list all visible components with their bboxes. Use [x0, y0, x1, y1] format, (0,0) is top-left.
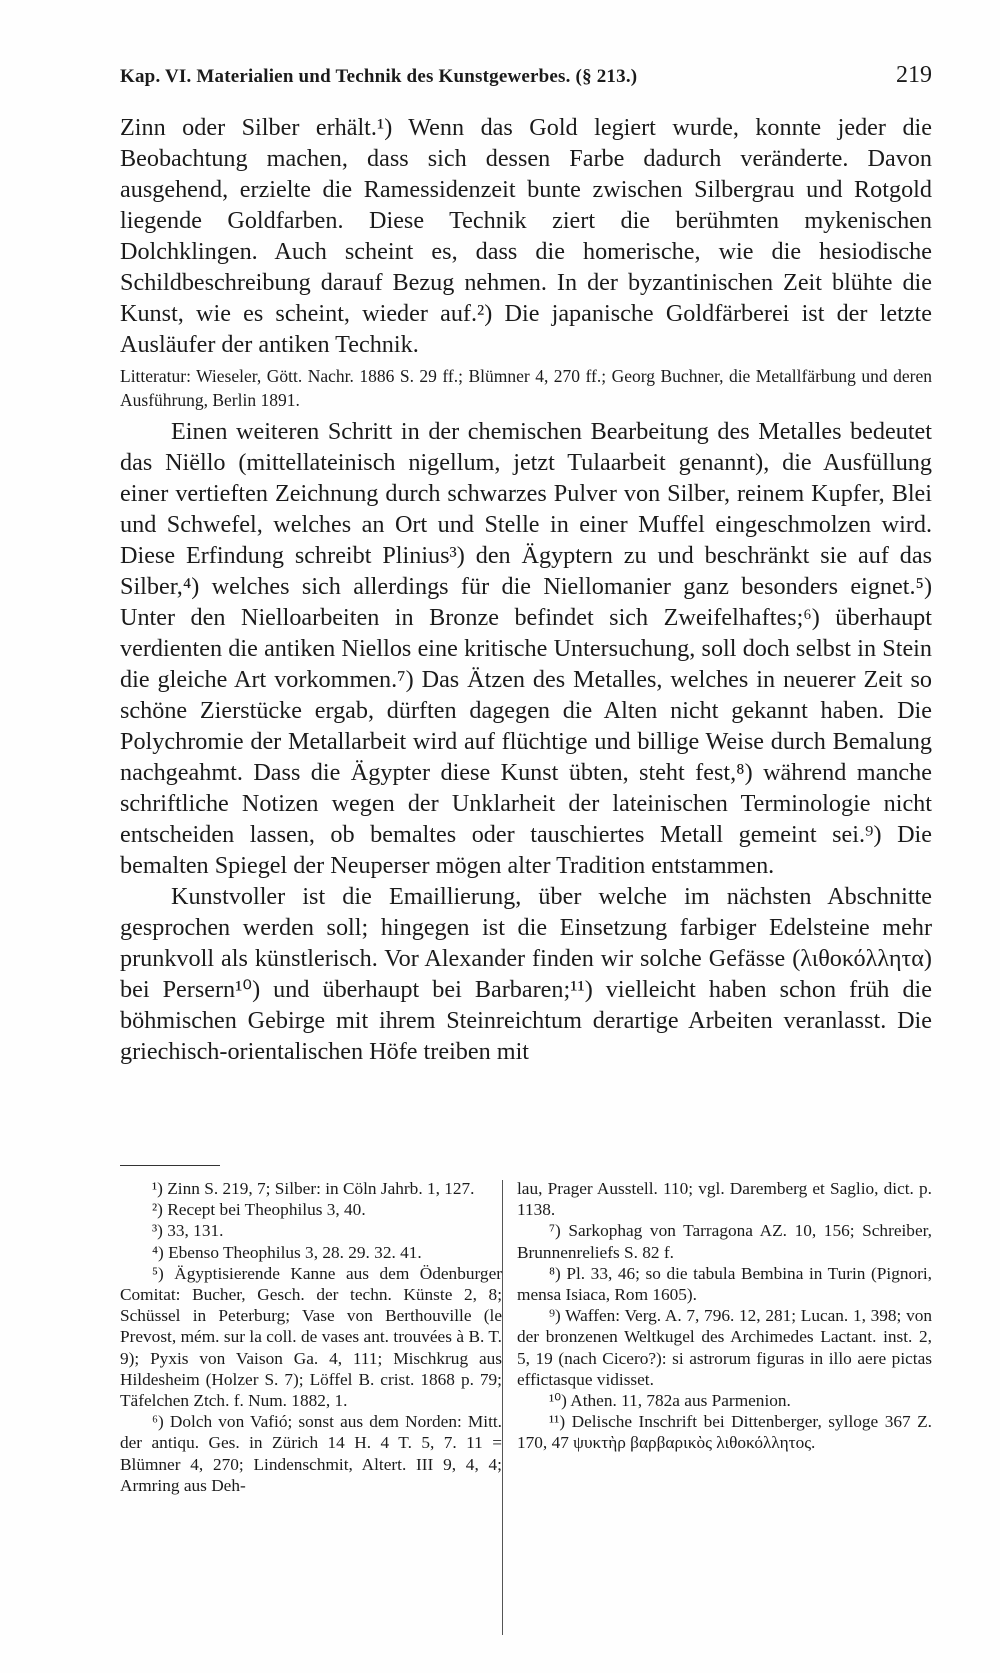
paragraph-3: Kunstvoller ist die Emaillierung, über welche im nächsten Abschnitte gesprochen werden soll; hingegen ist die Einsetzung farbiger Edelsteine mehr prunkvoll als künstlerisch. Vor Alexander finden wir solche Gefässe (λιθοκόλλητα) bei Persern¹⁰) und überhaupt bei Barbaren;¹¹) vielleicht haben schon früh die böhmischen Gebirge mit ihrem Steinreichtum derartige Arbeiten veranlasst. Die griechisch-orientalischen Höfe treiben mit: [120, 883, 932, 1065]
footnotes-left-column: [120, 1178, 502, 1496]
footnote-9: ⁹) Waffen: Verg. A. 7, 796. 12, 281; Lucan. 1, 398; von der bronzenen Weltkugel des Archimedes Lactant. inst. 2, 5, 19 (nach Cicero?): si astrorum figuras in illo aere pictas effictasque vidisset.: [517, 1306, 932, 1389]
footnote-2: ²) Recept bei Theophilus 3, 40.: [152, 1200, 366, 1220]
column-divider: [502, 1180, 503, 1635]
footnote-11: ¹¹) Delische Inschrift bei Dittenberger, sylloge 367 Z. 170, 47 ψυκτὴρ βαρβαρικὸς λιθοκόλλητος.: [517, 1412, 932, 1453]
page-number: 219: [896, 62, 932, 88]
running-title: Kap. VI. Materialien und Technik des Kunstgewerbes. (§ 213.): [120, 66, 638, 87]
paragraph-2: Einen weiteren Schritt in der chemischen Bearbeitung des Metalles bedeutet das Niëllo (mittellateinisch nigellum, jetzt Tulaarbeit genannt), die Ausfüllung einer vertieften Zeichnung durch schwarzes Pulver von Silber, reinem Kupfer, Blei und Schwefel, welches an Ort und Stelle in einer Muffel eingeschmolzen wird. Diese Erfindung schreibt Plinius³) den Ägyptern zu und beschränkt sie auf das Silber,⁴) welches sich allerdings für die Niellomanier ganz besonders eignet.⁵) Unter den Nielloarbeiten in Bronze befindet sich Zweifelhaftes;⁶) überhaupt verdienten die antiken Niellos eine kritische Untersuchung, soll doch selbst in Stein die gleiche Art vorkommen.⁷) Das Ätzen des Metalles, welches in neuerer Zeit so schöne Zierstücke ergab, dürften dagegen die Alten nicht gekannt haben. Die Polychromie der Metallarbeit wird auf flüchtige und billige Weise durch Bemalung nachgeahmt. Dass die Ägypter diese Kunst übten, steht fest,⁸) während manche schriftliche Notizen wegen der Unklarheit der lateinischen Terminologie nicht entscheiden lassen, ob bemaltes oder tauschiertes Metall gemeint sei.⁹) Die bemalten Spiegel der Neuperser mögen alter Tradition entstammen.: [120, 418, 932, 879]
footnote-4: ⁴) Ebenso Theophilus 3, 28. 29. 32. 41.: [152, 1242, 422, 1262]
main-text: [120, 112, 932, 1067]
footnote-10: ¹⁰) Athen. 11, 782a aus Parmenion.: [549, 1391, 791, 1411]
footnote-8: ⁸) Pl. 33, 46; so die tabula Bembina in Turin (Pignori, mensa Isiaca, Rom 1605).: [517, 1263, 932, 1305]
footnote-6: ⁶) Dolch von Vafió; sonst aus dem Norden: Mitt. der antiqu. Ges. in Zürich 14 H. 4 T. 5, 7. 11 = Blümner 4, 270; Lindenschmit, Altert. III 9, 4, 4; Armring aus Deh-: [120, 1412, 502, 1495]
literature-note: Litteratur: Wieseler, Gött. Nachr. 1886 S. 29 ff.; Blümner 4, 270 ff.; Georg Buchner, die Metallfärbung und deren Ausführung, Berlin 1891.: [120, 366, 932, 410]
footnote-7: ⁷) Sarkophag von Tarragona AZ. 10, 156; Schreiber, Brunnenreliefs S. 82 f.: [517, 1221, 932, 1262]
footnote-6-continued: lau, Prager Ausstell. 110; vgl. Daremberg et Saglio, dict. p. 1138.: [517, 1179, 932, 1220]
footnote-rule: [120, 1165, 220, 1166]
footnote-1: ¹) Zinn S. 219, 7; Silber: in Cöln Jahrb. 1, 127.: [152, 1179, 475, 1198]
footnote-3: ³) 33, 131.: [152, 1221, 224, 1241]
page-header: [120, 62, 932, 96]
footnote-5: ⁵) Ägyptisierende Kanne aus dem Ödenburger Comitat: Bucher, Gesch. der techn. Künste 2, 8; Schüssel in Peterburg; Vase von Berthouville (le Prevost, mém. sur la coll. de vases ant. trouvées à B. T. 9); Pyxis von Vaison Ga. 4, 111; Mischkrug aus Hildesheim (Holzer S. 7); Löffel B. crist. 1868 p. 79; Täfelchen Ztch. f. Num. 1882, 1.: [120, 1263, 502, 1411]
paragraph-1: Zinn oder Silber erhält.¹) Wenn das Gold legiert wurde, konnte jeder die Beobachtung machen, dass sich dessen Farbe dadurch veränderte. Davon ausgehend, erzielte die Ramessidenzeit bunte zwischen Silbergrau und Rotgold liegende Goldfarben. Diese Technik ziert die berühmten mykenischen Dolchklingen. Auch scheint es, dass die homerische, wie die hesiodische Schildbeschreibung darauf Bezug nehmen. In der byzantinischen Zeit blühte die Kunst, wie es scheint, wieder auf.²) Die japanische Goldfärberei ist der letzte Ausläufer der antiken Technik.: [120, 114, 932, 358]
footnotes-right-column: [517, 1178, 932, 1454]
